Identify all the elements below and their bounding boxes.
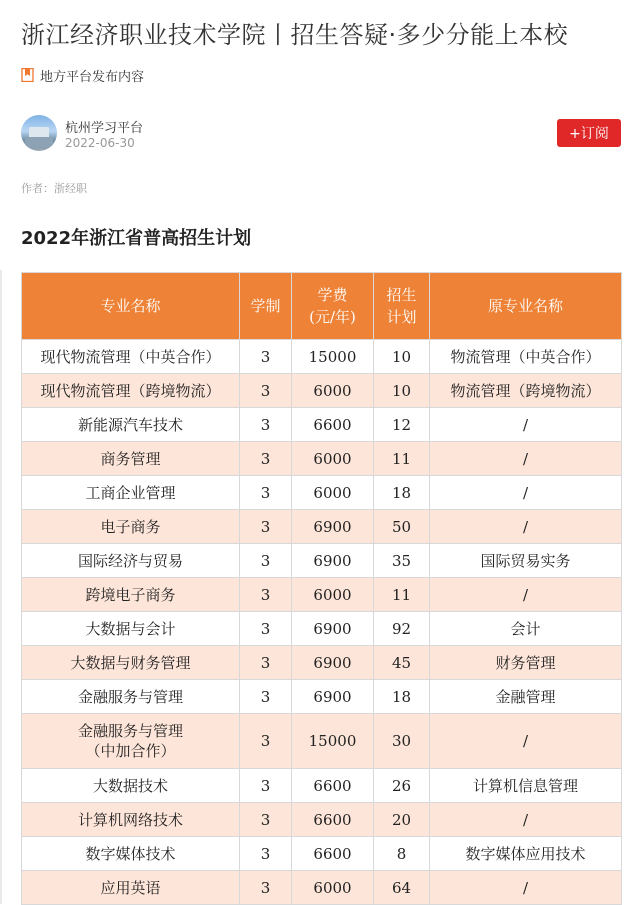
cell-plan: 10 (374, 374, 430, 408)
cell-plan: 30 (374, 714, 430, 769)
cell-original: 国际贸易实务 (430, 544, 622, 578)
cell-fee: 6000 (292, 871, 374, 905)
cell-original: / (430, 510, 622, 544)
cell-major: 大数据与会计 (22, 612, 240, 646)
cell-years: 3 (240, 340, 292, 374)
source-label: 地方平台发布内容 (40, 69, 145, 85)
cell-original: 金融管理 (430, 680, 622, 714)
cell-fee: 6000 (292, 442, 374, 476)
cell-fee: 6900 (292, 510, 374, 544)
cell-major: 计算机网络技术 (22, 803, 240, 837)
publish-date: 2022-06-30 (65, 136, 135, 150)
cell-major: 现代物流管理（跨境物流） (22, 374, 240, 408)
table-row (22, 340, 622, 374)
cell-years: 3 (240, 612, 292, 646)
cell-fee: 6000 (292, 578, 374, 612)
author-name[interactable]: 杭州学习平台 (65, 121, 144, 136)
cell-plan: 10 (374, 340, 430, 374)
cell-plan: 64 (374, 871, 430, 905)
cell-years: 3 (240, 871, 292, 905)
table-row (22, 476, 622, 510)
cell-years: 3 (240, 837, 292, 871)
cell-years: 3 (240, 408, 292, 442)
cell-plan: 45 (374, 646, 430, 680)
cell-fee: 6000 (292, 476, 374, 510)
author-row (21, 115, 621, 155)
cell-major: 大数据与财务管理 (22, 646, 240, 680)
cell-plan: 20 (374, 803, 430, 837)
cell-plan: 11 (374, 442, 430, 476)
table-row (22, 837, 622, 871)
cell-fee: 15000 (292, 714, 374, 769)
cell-fee: 6600 (292, 769, 374, 803)
cell-years: 3 (240, 578, 292, 612)
cell-plan: 35 (374, 544, 430, 578)
cell-years: 3 (240, 544, 292, 578)
cell-fee: 15000 (292, 340, 374, 374)
cell-fee: 6000 (292, 374, 374, 408)
cell-original: / (430, 578, 622, 612)
source-tag (21, 65, 144, 85)
cell-major: 新能源汽车技术 (22, 408, 240, 442)
cell-original: / (430, 871, 622, 905)
table-row (22, 510, 622, 544)
cell-years: 3 (240, 680, 292, 714)
table-header-row (22, 273, 622, 340)
cell-original: / (430, 442, 622, 476)
cell-major: 金融服务与管理 (22, 680, 240, 714)
cell-major: 现代物流管理（中英合作） (22, 340, 240, 374)
cell-years: 3 (240, 442, 292, 476)
cell-original: / (430, 476, 622, 510)
table-row (22, 578, 622, 612)
table-row (22, 442, 622, 476)
cell-plan: 11 (374, 578, 430, 612)
cell-major: 电子商务 (22, 510, 240, 544)
cell-years: 3 (240, 510, 292, 544)
header-major: 专业名称 (22, 273, 240, 340)
cell-years: 3 (240, 646, 292, 680)
table-row (22, 408, 622, 442)
table-row (22, 646, 622, 680)
cell-fee: 6900 (292, 680, 374, 714)
table-row (22, 544, 622, 578)
cell-major: 大数据技术 (22, 769, 240, 803)
cell-fee: 6600 (292, 837, 374, 871)
table-row (22, 612, 622, 646)
writer-credit: 作者：浙经职 (21, 182, 87, 195)
cell-plan: 26 (374, 769, 430, 803)
cell-original: 会计 (430, 612, 622, 646)
cell-major: 工商企业管理 (22, 476, 240, 510)
table-row (22, 374, 622, 408)
cell-plan: 8 (374, 837, 430, 871)
table-row (22, 769, 622, 803)
header-original: 原专业名称 (430, 273, 622, 340)
cell-plan: 18 (374, 476, 430, 510)
header-plan: 招生 计划 (374, 273, 430, 340)
cell-plan: 18 (374, 680, 430, 714)
cell-plan: 92 (374, 612, 430, 646)
avatar[interactable] (21, 115, 57, 151)
cell-original: 财务管理 (430, 646, 622, 680)
cell-original: / (430, 714, 622, 769)
cell-fee: 6900 (292, 646, 374, 680)
cell-years: 3 (240, 803, 292, 837)
cell-major: 数字媒体技术 (22, 837, 240, 871)
cell-major: 跨境电子商务 (22, 578, 240, 612)
cell-major: 金融服务与管理 （中加合作） (22, 714, 240, 769)
cell-years: 3 (240, 374, 292, 408)
cell-fee: 6900 (292, 612, 374, 646)
cell-original: 计算机信息管理 (430, 769, 622, 803)
enrollment-plan-table (21, 272, 622, 905)
cell-original: / (430, 803, 622, 837)
subscribe-button[interactable]: +订阅 (557, 119, 621, 147)
cell-plan: 50 (374, 510, 430, 544)
cell-original: 物流管理（跨境物流） (430, 374, 622, 408)
cell-fee: 6600 (292, 803, 374, 837)
cell-original: 数字媒体应用技术 (430, 837, 622, 871)
cell-years: 3 (240, 769, 292, 803)
cell-major: 应用英语 (22, 871, 240, 905)
cell-fee: 6600 (292, 408, 374, 442)
bookmark-icon (21, 68, 34, 82)
cell-major: 国际经济与贸易 (22, 544, 240, 578)
cell-major: 商务管理 (22, 442, 240, 476)
table-row (22, 714, 622, 769)
cell-years: 3 (240, 714, 292, 769)
header-years: 学制 (240, 273, 292, 340)
cell-plan: 12 (374, 408, 430, 442)
cell-years: 3 (240, 476, 292, 510)
avatar-ground-shape (25, 137, 53, 147)
section-heading: 2022年浙江省普高招生计划 (21, 228, 252, 249)
article-title: 浙江经济职业技术学院丨招生答疑·多少分能上本校 (21, 21, 569, 49)
table-row (22, 803, 622, 837)
cell-original: 物流管理（中英合作） (430, 340, 622, 374)
cell-original: / (430, 408, 622, 442)
table-row (22, 680, 622, 714)
left-edge-divider (0, 270, 2, 904)
header-fee: 学费 (元/年) (292, 273, 374, 340)
cell-fee: 6900 (292, 544, 374, 578)
table-row (22, 871, 622, 905)
